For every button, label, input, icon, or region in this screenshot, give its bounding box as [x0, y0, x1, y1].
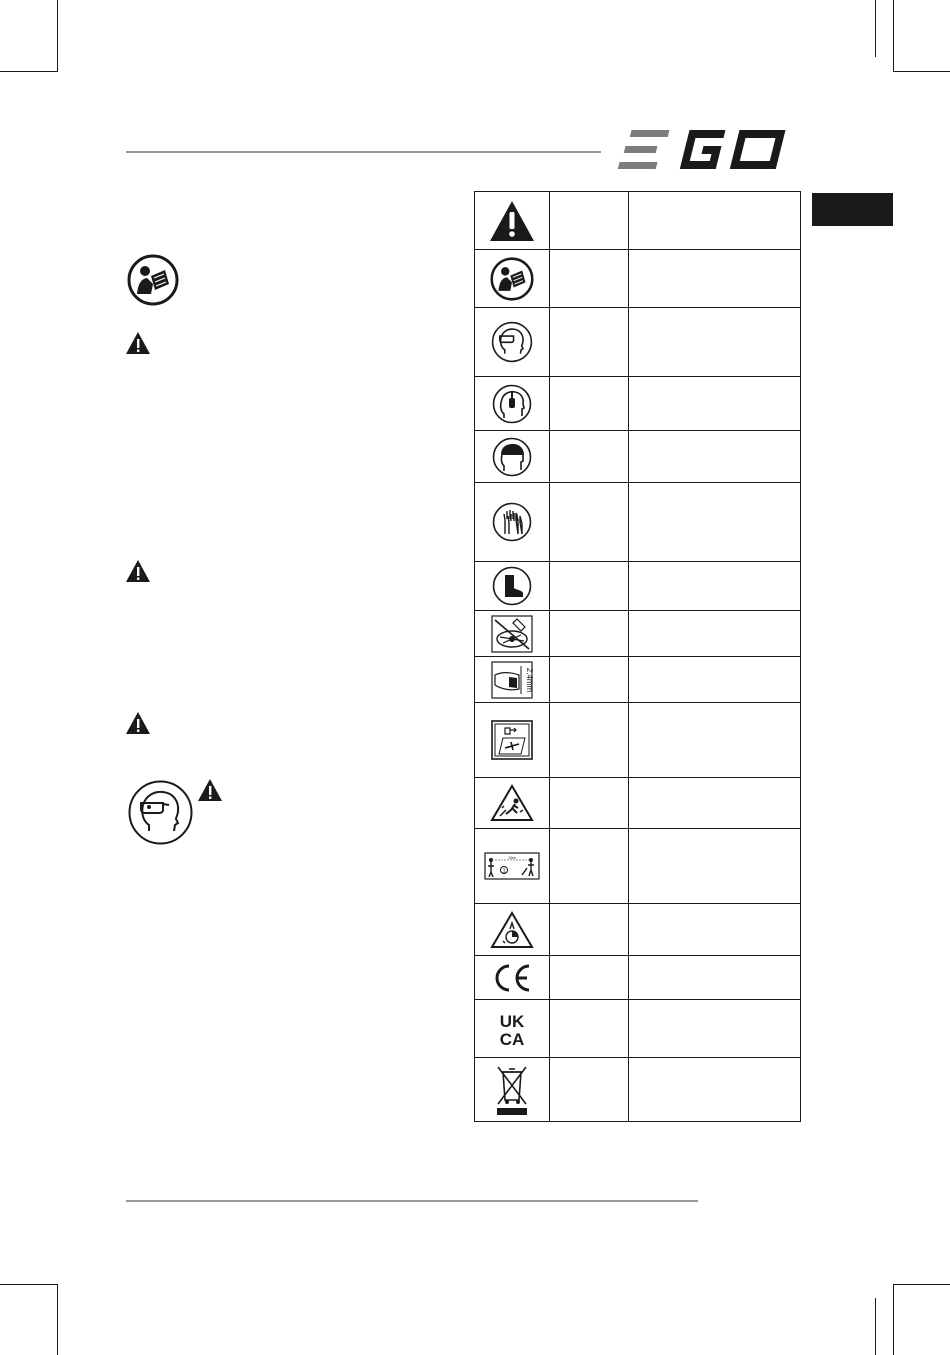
crop-mark	[57, 0, 58, 72]
ukca-bottom-label: CA	[499, 1029, 525, 1049]
table-row	[475, 703, 801, 778]
safety-alert-icon	[489, 200, 535, 242]
boots-icon	[492, 566, 532, 606]
table-row	[475, 904, 801, 956]
table-row	[475, 657, 801, 703]
crop-mark	[875, 0, 876, 57]
crop-mark	[893, 0, 894, 72]
crop-mark	[893, 1284, 894, 1355]
table-row	[475, 377, 801, 431]
head-protection-icon	[492, 437, 532, 477]
gloves-icon	[492, 502, 532, 542]
ego-logo	[618, 128, 800, 172]
ukca-mark-icon	[495, 1011, 529, 1047]
table-row	[475, 1000, 801, 1058]
table-row	[475, 829, 801, 904]
table-row	[475, 562, 801, 611]
remove-battery-icon	[491, 720, 533, 760]
weee-bin-icon	[494, 1064, 530, 1116]
table-row	[475, 308, 801, 377]
table-row	[475, 250, 801, 308]
language-tab	[812, 193, 893, 226]
crop-mark	[875, 1298, 876, 1355]
keep-distance-icon	[484, 852, 540, 880]
warning-triangle-icon	[125, 331, 151, 355]
crop-mark	[893, 1284, 950, 1285]
crop-mark	[0, 1284, 57, 1285]
table-row	[475, 611, 801, 657]
eye-protection-icon	[491, 321, 533, 363]
warning-triangle-icon	[125, 559, 151, 583]
table-row	[475, 1058, 801, 1122]
read-manual-icon	[127, 254, 179, 306]
warning-triangle-icon	[125, 711, 151, 735]
ear-protection-icon	[492, 384, 532, 424]
line-size-label: 2.4mm	[525, 667, 534, 692]
symbol-table	[474, 191, 801, 1122]
table-row	[475, 431, 801, 483]
eye-protection-icon	[127, 779, 194, 846]
distance-label: 15m	[508, 855, 516, 860]
table-row	[475, 483, 801, 562]
table-row	[475, 956, 801, 1000]
warning-triangle-icon	[197, 778, 223, 802]
rotating-parts-icon	[490, 911, 534, 949]
ukca-top-label: UK	[499, 1011, 525, 1031]
crop-mark	[893, 71, 950, 72]
distance-number-label: 1	[502, 868, 506, 875]
table-row	[475, 778, 801, 829]
line-diameter-icon	[491, 661, 533, 699]
table-row	[475, 192, 801, 250]
crop-mark	[0, 71, 57, 72]
header-rule	[126, 151, 601, 153]
ce-mark-icon	[491, 962, 533, 994]
no-metal-blade-icon	[491, 615, 533, 653]
crop-mark	[57, 1284, 58, 1355]
footer-rule	[126, 1200, 698, 1202]
read-manual-icon	[490, 257, 534, 301]
thrown-objects-icon	[490, 784, 534, 822]
